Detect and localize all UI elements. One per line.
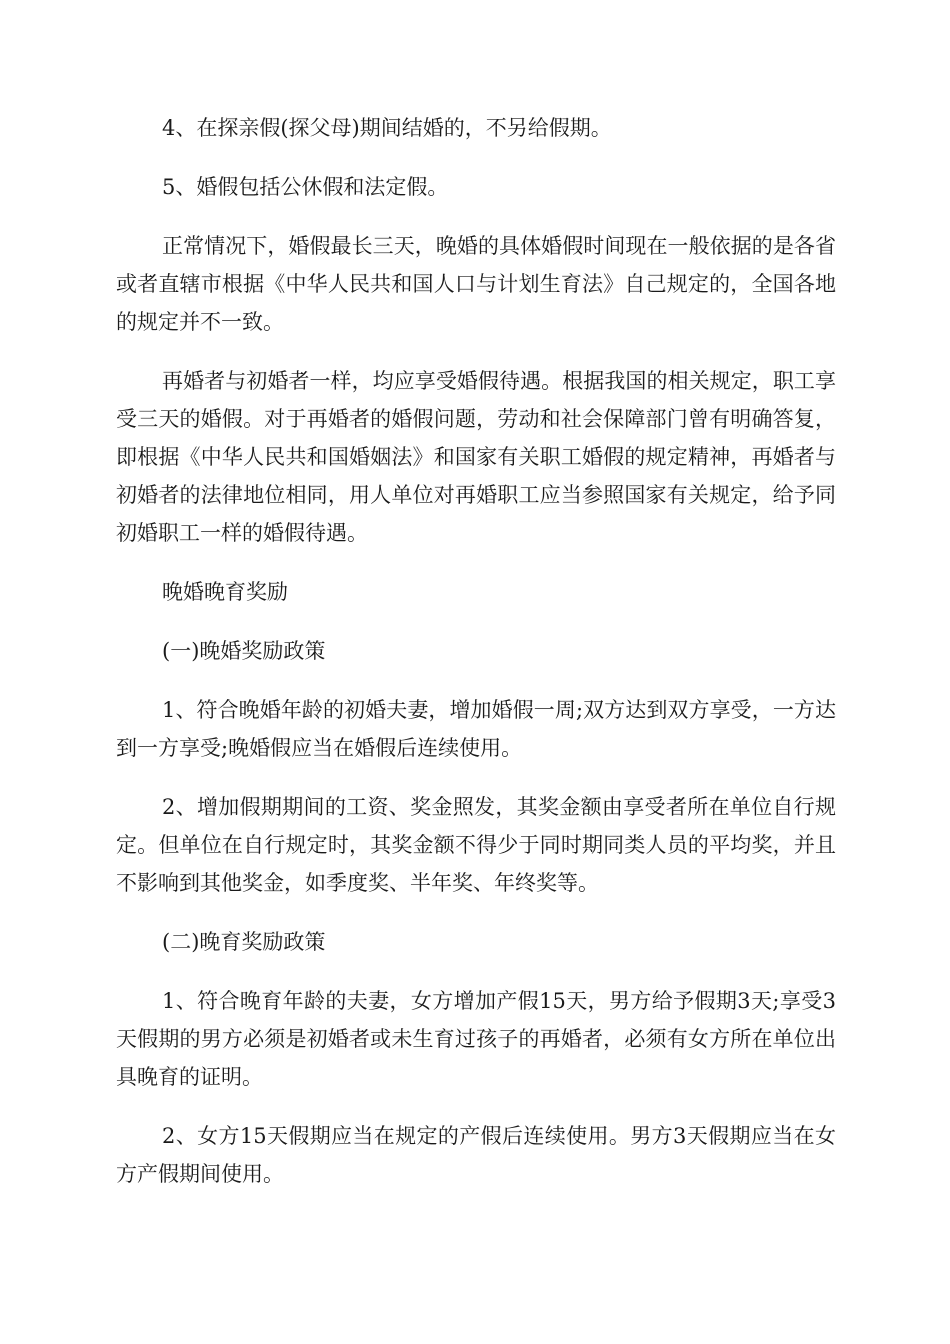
document-body — [116, 109, 836, 1214]
section-heading-late-marriage-reward: 晚婚晚育奖励 — [162, 580, 288, 604]
paragraph-late-childbirth-2: 2、女方15天假期应当在规定的产假后连续使用。男方3天假期应当在女方产假期间使用。 — [116, 1124, 836, 1186]
paragraph-late-marriage-2: 2、增加假期期间的工资、奖金照发，其奖金额由享受者所在单位自行规定。但单位在自行规定时，其奖金额不得少于同时期同类人员的平均奖，并且不影响到其他奖金，如季度奖、半年奖、年终奖等。 — [116, 795, 836, 895]
paragraph-item-4: 4、在探亲假(探父母)期间结婚的，不另给假期。 — [162, 116, 612, 140]
paragraph-late-childbirth-1: 1、符合晚育年龄的夫妻，女方增加产假15天，男方给予假期3天;享受3天假期的男方必须是初婚者或未生育过孩子的再婚者，必须有女方所在单位出具晚育的证明。 — [116, 989, 836, 1089]
paragraph-item-5: 5、婚假包括公休假和法定假。 — [162, 175, 449, 199]
paragraph-normal-situation: 正常情况下，婚假最长三天，晚婚的具体婚假时间现在一般依据的是各省或者直辖市根据《中华人民共和国人口与计划生育法》自己规定的，全国各地的规定并不一致。 — [116, 234, 836, 334]
paragraph-late-marriage-1: 1、符合晚婚年龄的初婚夫妻，增加婚假一周;双方达到双方享受，一方达到一方享受;晚婚假应当在婚假后连续使用。 — [116, 698, 836, 760]
subsection-heading-late-childbirth-policy: (二)晚育奖励政策 — [162, 930, 326, 954]
subsection-heading-late-marriage-policy: (一)晚婚奖励政策 — [162, 639, 326, 663]
paragraph-remarriage: 再婚者与初婚者一样，均应享受婚假待遇。根据我国的相关规定，职工享受三天的婚假。对于再婚者的婚假问题，劳动和社会保障部门曾有明确答复，即根据《中华人民共和国婚姻法》和国家有关职工婚假的规定精神，再婚者与初婚者的法律地位相同，用人单位对再婚职工应当参照国家有关规定，给予同初婚职工一样的婚假待遇。 — [116, 369, 836, 545]
